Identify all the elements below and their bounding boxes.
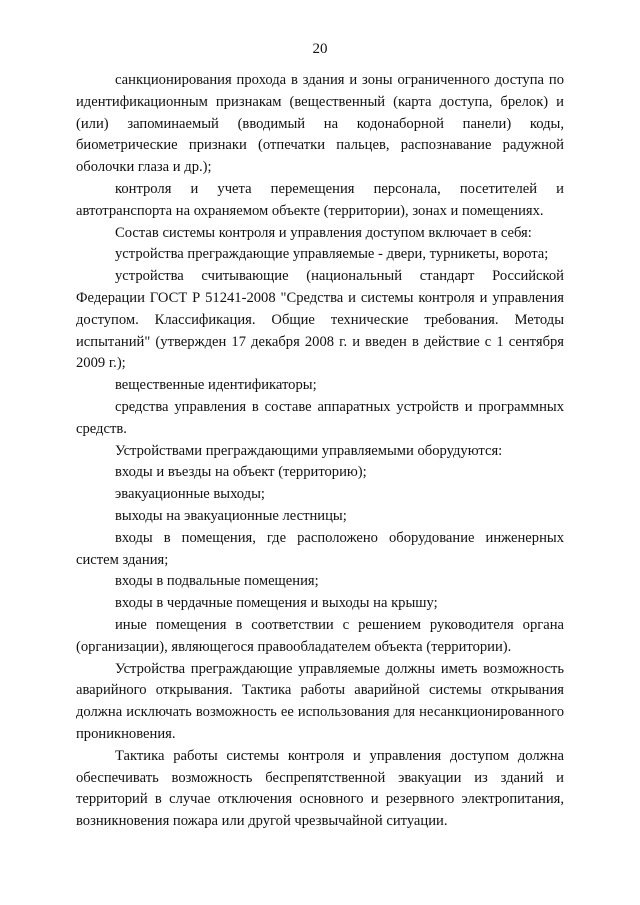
paragraph: Состав системы контроля и управления доступом включает в себя:	[115, 224, 532, 241]
paragraph: иные помещения в соответствии с решением руководителя органа (организации), являющегося правообладателем объекта (территории).	[76, 616, 564, 655]
paragraph: входы в чердачные помещения и выходы на крышу;	[115, 595, 438, 612]
paragraph: контроля и учета перемещения персонала, посетителей и автотранспорта на охраняемом объекте (территории), зонах и помещениях.	[76, 180, 564, 219]
paragraph: Устройствами преграждающими управляемыми оборудуются:	[115, 442, 503, 459]
paragraph: средства управления в составе аппаратных устройств и программных средств.	[76, 398, 564, 437]
paragraph: вещественные идентификаторы;	[115, 377, 317, 394]
paragraph: санкционирования прохода в здания и зоны ограниченного доступа по идентификационным признакам (вещественный (карта доступа, брелок) и (или) запоминаемый (вводимый на кодонаборной панели) коды, биометрические признаки (отпечатки пальцев, распознавание радужной оболочки глаза и др.);	[76, 72, 564, 176]
page-number: 20	[312, 41, 328, 57]
paragraph: входы в подвальные помещения;	[115, 573, 319, 590]
paragraph: входы и въезды на объект (территорию);	[115, 464, 367, 481]
paragraph: Устройства преграждающие управляемые должны иметь возможность аварийного открывания. Тактика работы аварийной системы открывания должна исключать возможность ее использования для несанкционированного проникновения.	[76, 660, 564, 742]
paragraph: устройства преграждающие управляемые - двери, турникеты, ворота;	[115, 246, 549, 263]
paragraph: выходы на эвакуационные лестницы;	[115, 507, 347, 524]
document-body	[76, 70, 564, 833]
paragraph: входы в помещения, где расположено оборудование инженерных систем здания;	[76, 529, 564, 568]
paragraph: Тактика работы системы контроля и управления доступом должна обеспечивать возможность беспрепятственной эвакуации из зданий и территорий в случае отключения основного и резервного электропитания, возникновения пожара или другой чрезвычайной ситуации.	[76, 747, 564, 830]
paragraph: эвакуационные выходы;	[115, 486, 265, 503]
paragraph: устройства считывающие (национальный стандарт Российской Федерации ГОСТ Р 51241-2008 "Средства и системы контроля и управления доступом. Классификация. Общие технические требования. Методы испытаний" (утвержден 17 декабря 2008 г. и введен в действие с 1 сентября 2009 г.);	[76, 268, 564, 372]
